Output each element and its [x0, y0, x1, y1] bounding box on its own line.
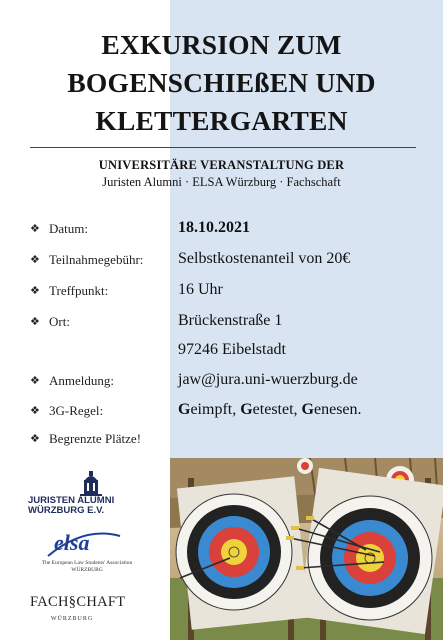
detail-label: Anmeldung:	[49, 373, 114, 388]
detail-row-limited	[30, 430, 430, 452]
detail-value: 16 Uhr	[178, 281, 223, 298]
title-line-1: EXKURSION ZUM	[101, 29, 342, 60]
detail-label: Teilnahmegebühr:	[49, 252, 144, 267]
archery-targets-illustration	[170, 458, 443, 640]
detail-value: 18.10.2021	[178, 219, 250, 236]
juristen-alumni-name: JURISTEN ALUMNI	[28, 495, 115, 506]
detail-row-location	[30, 313, 430, 335]
detail-label: Ort:	[49, 314, 70, 329]
detail-row-3g	[30, 402, 430, 424]
detail-value: Brückenstraße 1	[178, 312, 283, 329]
diamond-bullet-icon: ❖	[30, 374, 40, 387]
detail-value: 97246 Eibelstadt	[178, 341, 286, 358]
3g-initial: G	[240, 401, 253, 418]
3g-word: eimpft,	[190, 401, 241, 418]
diamond-bullet-icon: ❖	[30, 404, 40, 417]
page-title	[0, 26, 443, 140]
diamond-bullet-icon: ❖	[30, 432, 40, 445]
elsa-wordmark: elsa	[54, 530, 90, 555]
3g-word: etestet,	[252, 401, 302, 418]
juristen-alumni-text	[28, 496, 114, 516]
fachschaft-logo	[30, 594, 150, 634]
detail-label: Datum:	[49, 221, 88, 236]
fachschaft-wordmark: FACH§CHAFT	[30, 594, 126, 610]
diamond-bullet-icon: ❖	[30, 315, 40, 328]
detail-row-location-city	[30, 342, 430, 364]
detail-row-meeting	[30, 282, 430, 304]
detail-row-date	[30, 220, 430, 242]
detail-row-registration	[30, 372, 430, 394]
detail-label: 3G-Regel:	[49, 403, 104, 418]
subtitle-organizers-heading: UNIVERSITÄRE VERANSTALTUNG DER	[98, 158, 345, 172]
elsa-subtitle	[22, 560, 152, 574]
fachschaft-city: WÜRZBURG	[50, 616, 94, 622]
elsa-logo	[22, 530, 152, 582]
juristen-alumni-logo	[28, 470, 148, 518]
title-divider	[30, 147, 416, 148]
diamond-bullet-icon: ❖	[30, 253, 40, 266]
title-line-3: KLETTERGARTEN	[95, 105, 348, 136]
detail-value	[178, 401, 362, 419]
registration-email-link[interactable]: jaw@jura.uni-wuerzburg.de	[178, 371, 358, 388]
logos-panel	[0, 458, 170, 640]
diamond-bullet-icon: ❖	[30, 284, 40, 297]
university-building-icon	[76, 470, 106, 496]
title-line-2: BOGENSCHIEßEN UND	[67, 67, 376, 98]
juristen-alumni-city: WÜRZBURG E.V.	[28, 505, 105, 516]
3g-word: enesen.	[314, 401, 362, 418]
subtitle-organizers: Juristen Alumni · ELSA Würzburg · Fachschaft	[102, 175, 341, 189]
3g-initial: G	[301, 401, 314, 418]
archery-targets-photo	[170, 458, 443, 640]
diamond-bullet-icon: ❖	[30, 222, 40, 235]
detail-label: Treffpunkt:	[49, 283, 109, 298]
detail-row-fee	[30, 251, 430, 273]
detail-label: Begrenzte Plätze!	[49, 431, 142, 446]
3g-initial: G	[178, 401, 191, 418]
elsa-full-name: The European Law Students' Association	[41, 560, 133, 566]
elsa-city: WÜRZBURG	[71, 567, 103, 573]
detail-value: Selbstkostenanteil von 20€	[178, 250, 351, 267]
